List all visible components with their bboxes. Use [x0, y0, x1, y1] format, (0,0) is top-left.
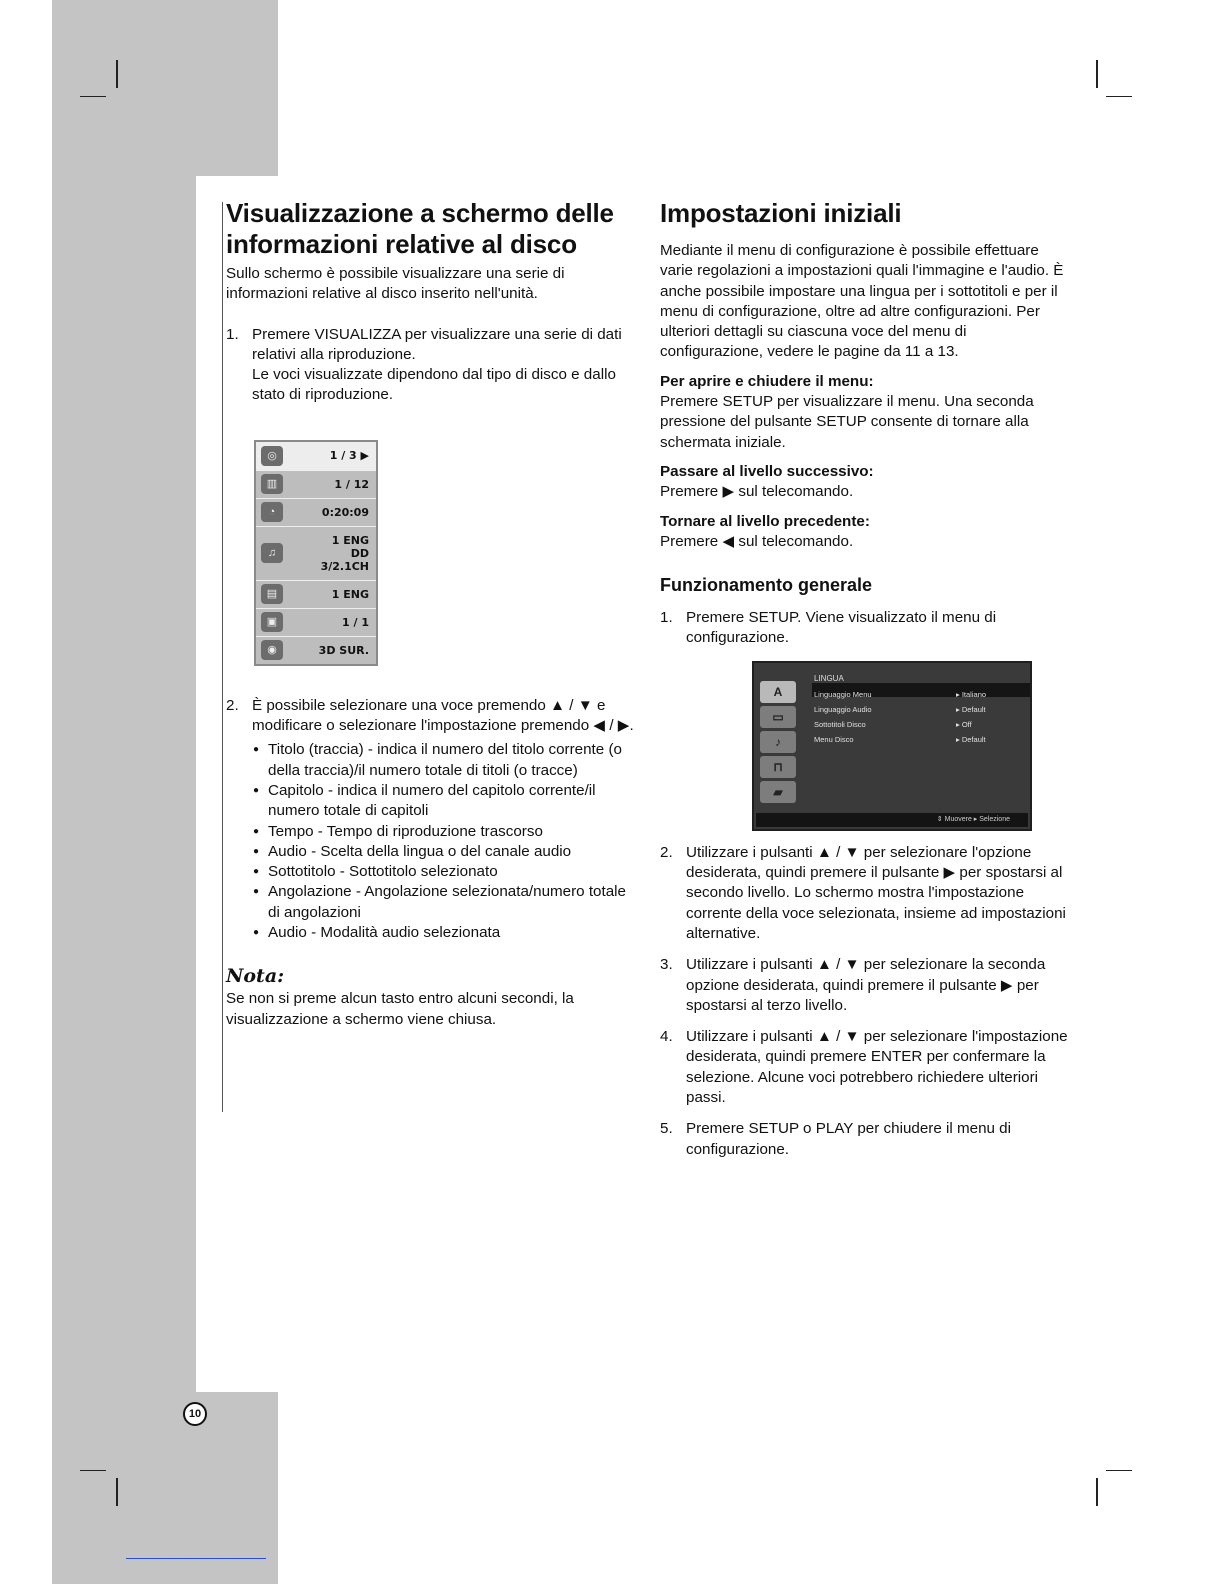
setup-steps: [660, 608, 1070, 1160]
osd-time-value: 0:20:09: [321, 505, 369, 519]
crop-mark: [1106, 1470, 1132, 1471]
setup-intro-text: Mediante il menu di configurazione è possibile effettuare varie regolazioni a impostazioni quali l'immagine e l'audio. È anche possibile impostare una lingua per i sottotitoli e per il menu di configurazione, oltre ad altre configurazioni. Per ulteriori dettagli su ciascuna voce del menu di configurazione, vedere le pagine da 11 a 13.: [660, 242, 1064, 361]
note-text: Se non si preme alcun tasto entro alcuni secondi, la visualizzazione a schermo viene chiusa.: [226, 990, 574, 1028]
speaker-icon: ◉: [261, 640, 283, 660]
chapter-icon: ▥: [261, 474, 283, 494]
left-gray-band: [52, 0, 278, 176]
step-number: 5.: [660, 1120, 673, 1138]
bullet-item: ● Audio - Scelta della lingua o del canale audio: [252, 842, 636, 862]
step-number: 2.: [660, 843, 673, 861]
subtitle-icon: ▤: [261, 584, 283, 604]
menu-item: [814, 700, 1028, 715]
bullet-item: ● Tempo - Tempo di riproduzione trascorso: [252, 822, 636, 842]
step-text: È possibile selezionare una voce premendo ▲ / ▼ e modificare o selezionare l'impostazione premendo ◀ / ▶.: [252, 696, 634, 735]
menu-item-label: Sottotitoli Disco: [814, 719, 866, 729]
bullet-item: ● Titolo (traccia) - indica il numero del titolo corrente (o della traccia)/il numero totale di titoli (o tracce): [252, 740, 636, 781]
subheading: Tornare al livello precedente:: [660, 512, 870, 530]
osd-audio-value: [321, 534, 369, 573]
language-icon: A: [760, 681, 796, 703]
subheading: Per aprire e chiudere il menu:: [660, 372, 874, 390]
osd-audio-channels: 3/2.1CH: [320, 559, 369, 573]
osd-row-time: [256, 498, 376, 526]
step-text: Premere SETUP. Viene visualizzato il menu di configurazione.: [686, 609, 997, 647]
osd-row-angle: [256, 608, 376, 636]
menu-header: LINGUA: [814, 673, 844, 683]
step-number: 4.: [660, 1028, 673, 1046]
menu-item-value: ▸ Default: [956, 734, 986, 744]
bullet-item: ● Angolazione - Angolazione selezionata/numero totale di angolazioni: [252, 882, 636, 923]
menu-item-label: Linguaggio Audio: [814, 704, 872, 714]
osd-steps: [226, 325, 636, 406]
body-text: Premere ▶ sul telecomando.: [660, 483, 854, 501]
osd-sound-value: 3D SUR.: [318, 643, 369, 657]
osd-title-value: 1 / 3 ▶: [329, 449, 369, 463]
osd-angle-value: 1 / 1: [342, 615, 369, 629]
menu-item-label: Menu Disco: [814, 734, 854, 744]
osd-row-audio: [256, 526, 376, 580]
crop-mark: [116, 1478, 118, 1506]
headphones-icon: ♫: [261, 543, 283, 563]
section-title-setup: Impostazioni iniziali: [660, 198, 902, 228]
step-text: Premere SETUP o PLAY per chiudere il menu di configurazione.: [686, 1120, 1012, 1158]
step-text: Utilizzare i pulsanti ▲ / ▼ per selezionare la seconda opzione desiderata, quindi premere il pulsante ▶ per spostarsi al terzo livello.: [686, 956, 1046, 1014]
step-item: [660, 1027, 1070, 1108]
step-item: [660, 1119, 1070, 1160]
section-title-osd: Visualizzazione a schermo delle informazioni relative al disco: [226, 198, 614, 259]
osd-row-title: [256, 442, 376, 470]
step-item: [226, 325, 636, 406]
body-text: Premere SETUP per visualizzare il menu. Una seconda pressione del pulsante SETUP consente di tornare alla schermata iniziale.: [660, 393, 1034, 451]
camera-icon: ▣: [261, 612, 283, 632]
left-gray-band: [52, 1392, 278, 1584]
left-gray-band: [52, 176, 196, 1392]
step-text: Le voci visualizzate dipendono dal tipo di disco e dallo stato di riproduzione.: [252, 366, 616, 404]
menu-item-value: ▸ Default: [956, 704, 986, 714]
step-number: 3.: [660, 956, 673, 974]
menu-item: [814, 715, 1028, 730]
menu-item: [814, 685, 1028, 700]
osd-row-sound: [256, 636, 376, 664]
osd-audio-language: 1 ENG: [331, 533, 369, 547]
osd-chapter-value: 1 / 12: [334, 477, 369, 491]
general-operation-heading: Funzionamento generale: [660, 575, 873, 596]
menu-item: [814, 730, 1028, 745]
clock-icon: ◔: [261, 502, 283, 522]
menu-footer-hint: ⇕ Muovere ▸ Selezione: [756, 813, 1028, 827]
info-bullet-list: [252, 740, 636, 943]
prev-level-block: [660, 512, 1070, 553]
bullet-item: ● Audio - Modalità audio selezionata: [252, 923, 636, 943]
step-text: Utilizzare i pulsanti ▲ / ▼ per selezionare l'impostazione desiderata, quindi premere ENTER per confermare la selezione. Alcune voci potrebbero richiedere ulteriori passi.: [686, 1028, 1068, 1107]
menu-item-label: Linguaggio Menu: [814, 689, 872, 699]
menu-category-icons: [760, 681, 800, 806]
step-text: Premere VISUALIZZA per visualizzare una serie di dati relativi alla riproduzione.: [252, 325, 622, 363]
others-icon: ▰: [760, 781, 796, 803]
disc-icon: ◎: [261, 446, 283, 466]
crop-mark: [1096, 1478, 1098, 1506]
crop-mark: [1106, 96, 1132, 97]
open-close-block: [660, 372, 1070, 453]
display-icon: ▭: [760, 706, 796, 728]
crop-mark: [116, 60, 118, 88]
audio-icon: ♪: [760, 731, 796, 753]
bullet-item: ● Sottotitolo - Sottotitolo selezionato: [252, 862, 636, 882]
step-item: [660, 843, 1070, 944]
osd-row-chapter: [256, 470, 376, 498]
intro-text: Sullo schermo è possibile visualizzare una serie di informazioni relative al disco inserito nell'unità.: [226, 265, 565, 303]
body-text: Premere ◀ sul telecomando.: [660, 532, 854, 550]
osd-subtitle-value: 1 ENG: [331, 587, 369, 601]
osd-audio-format: DD: [350, 546, 369, 560]
menu-item-value: ▸ Italiano: [956, 689, 987, 699]
next-level-block: [660, 462, 1070, 503]
setup-menu-screenshot: [752, 661, 1032, 831]
note-heading: Nota:: [226, 965, 285, 988]
osd-display-panel: [254, 440, 378, 666]
crop-mark: [1096, 60, 1098, 88]
left-column: [226, 198, 636, 1030]
bullet-item: ● Capitolo - indica il numero del capitolo corrente/il numero totale di capitoli: [252, 781, 636, 822]
crop-mark: [80, 1470, 106, 1471]
step-number: 1.: [226, 325, 239, 343]
menu-item-value: ▸ Off: [956, 719, 972, 729]
menu-items: [814, 685, 1028, 745]
subheading: Passare al livello successivo:: [660, 462, 874, 480]
step-text: Utilizzare i pulsanti ▲ / ▼ per selezionare l'opzione desiderata, quindi premere il pulsante ▶ per spostarsi al secondo livello. Lo schermo mostra l'impostazione corrente della voce selezionata, insieme ad impostazioni alternative.: [686, 843, 1066, 942]
osd-row-subtitle: [256, 580, 376, 608]
step-item: [660, 955, 1070, 1016]
lock-icon: ⊓: [760, 756, 796, 778]
osd-steps-continued: [226, 696, 636, 944]
step-number: 1.: [660, 609, 673, 627]
step-number: 2.: [226, 696, 239, 714]
step-item: [226, 696, 636, 944]
left-column-rule: [222, 202, 223, 1112]
page-number: 10: [183, 1402, 207, 1426]
right-column: [660, 198, 1070, 1160]
crop-mark: [80, 96, 106, 97]
step-item: [660, 608, 1070, 831]
footer-link-line: [126, 1558, 266, 1559]
